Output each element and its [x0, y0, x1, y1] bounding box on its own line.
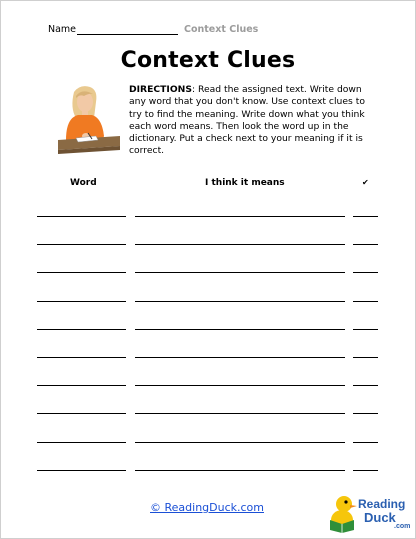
header-subtitle: Context Clues: [184, 24, 259, 35]
directions-paragraph: [129, 84, 377, 158]
page-title: Context Clues: [120, 48, 296, 73]
word-line[interactable]: [37, 329, 126, 330]
check-line[interactable]: [353, 216, 378, 217]
check-line[interactable]: [353, 385, 378, 386]
logo-text-reading: Reading: [358, 497, 406, 511]
word-line[interactable]: [37, 244, 126, 245]
meaning-line[interactable]: [135, 272, 345, 273]
meaning-line[interactable]: [135, 413, 345, 414]
check-line[interactable]: [353, 272, 378, 273]
word-line[interactable]: [37, 413, 126, 414]
meaning-line[interactable]: [135, 329, 345, 330]
meaning-line[interactable]: [135, 244, 345, 245]
word-line[interactable]: [37, 385, 126, 386]
logo-text-duck: Duck: [364, 510, 396, 525]
reading-duck-logo: [324, 490, 412, 534]
check-line[interactable]: [353, 357, 378, 358]
check-line[interactable]: [353, 442, 378, 443]
meaning-line[interactable]: [135, 357, 345, 358]
word-line[interactable]: [37, 470, 126, 471]
column-header-check: ✔: [362, 178, 369, 187]
name-label: Name: [48, 24, 77, 35]
footer-link[interactable]: © ReadingDuck.com: [150, 501, 264, 514]
word-line[interactable]: [37, 272, 126, 273]
meaning-line[interactable]: [135, 301, 345, 302]
check-line[interactable]: [353, 301, 378, 302]
student-writing-illustration: [56, 84, 122, 156]
check-line[interactable]: [353, 470, 378, 471]
directions-text: : Read the assigned text. Write down any word that you don't know. Use context clues to try to find the meaning. Write down what you think each word means. Then look the word up in the dictionary. Put a check next to your meaning if it is correct.: [129, 84, 365, 157]
word-line[interactable]: [37, 357, 126, 358]
meaning-line[interactable]: [135, 442, 345, 443]
word-line[interactable]: [37, 442, 126, 443]
column-header-meaning: I think it means: [205, 178, 285, 188]
directions-label: DIRECTIONS: [129, 84, 192, 95]
word-line[interactable]: [37, 301, 126, 302]
logo-text-com: .com: [394, 523, 411, 530]
column-header-word: Word: [70, 178, 97, 188]
word-line[interactable]: [37, 216, 126, 217]
check-line[interactable]: [353, 329, 378, 330]
check-line[interactable]: [353, 244, 378, 245]
meaning-line[interactable]: [135, 385, 345, 386]
meaning-line[interactable]: [135, 470, 345, 471]
name-line[interactable]: [77, 34, 178, 35]
meaning-line[interactable]: [135, 216, 345, 217]
check-line[interactable]: [353, 413, 378, 414]
